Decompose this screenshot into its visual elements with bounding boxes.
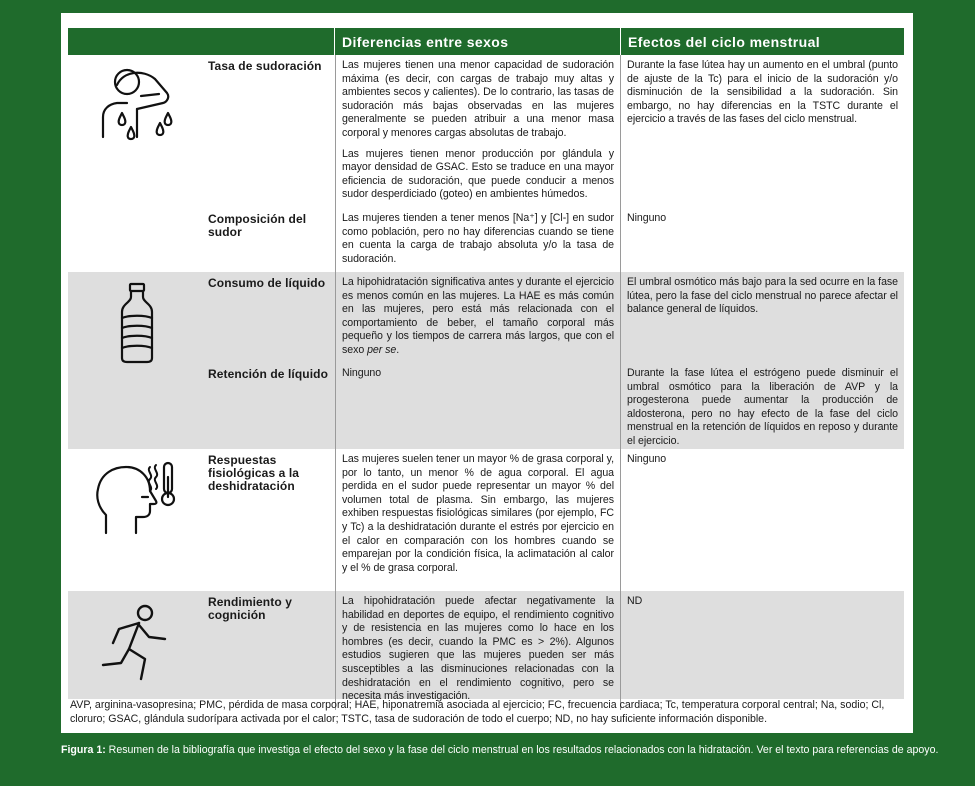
header-blank-cell — [68, 28, 335, 55]
water-bottle-icon — [117, 282, 157, 364]
row-label: Rendimiento y cognición — [208, 595, 292, 622]
cell-cycle: Ninguno — [627, 211, 667, 224]
emphasis-text: per se — [367, 343, 397, 356]
icon-cell — [68, 55, 205, 272]
cell-cycle: ND — [627, 595, 643, 607]
group-sweat — [68, 55, 904, 272]
cell-sex: Ninguno — [335, 363, 621, 455]
cell-sex: Las mujeres suelen tener un mayor % de grasa corporal y, por lo tanto, un menor % de agua corporal. El agua perdida en el sudor puede representar un mayor % del volumen total de plasma. Sin embargo, las mujeres exhiben respuestas fisiológicas similares (por ejemplo, FC y Tc) a la deshidratación durante el estrés por ejercicio en el calor en comparación con los hombres cuando se emparejan por la condición física, la aclimatación al calor y el % de grasa corporal. — [335, 449, 621, 591]
row-label: Composición del sudor — [208, 211, 307, 239]
row-dehydration — [205, 449, 904, 591]
header-sex-differences: Diferencias entre sexos — [335, 28, 621, 55]
row-fluid-intake — [205, 272, 904, 363]
row-label: Respuestas fisiológicas a la deshidratación — [208, 453, 300, 493]
cell-cycle: Durante la fase lútea hay un aumento en el umbral (punto de ajuste de la Tc) para el inicio de la sudoración y/o disminución de la sensibilidad a la sudoración. Sin embargo, no hay diferencias en la TSTC durante el ejercicio a través de las fases del ciclo menstrual. — [627, 59, 898, 126]
sweating-person-icon — [97, 65, 177, 143]
row-sweat-rate — [205, 55, 904, 208]
row-sweat-composition — [205, 208, 904, 272]
group-dehydration — [68, 449, 904, 591]
icon-cell — [68, 449, 205, 591]
figure-panel — [61, 13, 913, 733]
figure-caption — [61, 743, 961, 757]
row-performance — [205, 591, 904, 710]
icon-cell — [68, 591, 205, 699]
text-fragment: . — [396, 343, 400, 356]
row-label: Retención de líquido — [208, 367, 329, 381]
cell-sex — [335, 272, 621, 363]
text-fragment: La hipohidratación significativa antes y durante el ejercicio es menos común en las mujeres. La HAE es más común en las mujeres, pero está más relacionada con el comportamiento de beber, el tamaño corporal más pequeño y los tiempos de carrera más largos, que con el sexo — [342, 276, 614, 356]
cell-sex: La hipohidratación puede afectar negativamente la habilidad en deportes de equipo, el rendimiento cognitivo y de resistencia en las mujeres como lo hace en los hombres (es decir, cuando la PMC es > 2%). Algunos estudios sugieren que las mujeres pueden ser más susceptibles a las disminuciones relacionadas con la deshidratación en el rendimiento cognitivo, pero se necesita más investigación. — [335, 591, 621, 710]
caption-text: Resumen de la bibliografía que investiga el efecto del sexo y la fase del ciclo menstrual en los resultados relacionados con la hidratación. Ver el texto para referencias de apoyo. — [105, 744, 939, 756]
caption-prefix: Figura 1: — [61, 744, 106, 756]
table-header — [68, 28, 904, 55]
group-performance — [68, 591, 904, 703]
cell-cycle: El umbral osmótico más bajo para la sed ocurre en la fase lútea, pero la fase del ciclo menstrual no parece afectar el balance general de líquidos. — [627, 276, 898, 316]
row-label: Consumo de líquido — [208, 276, 326, 290]
cell-cycle: Durante la fase lútea el estrógeno puede disminuir el umbral osmótico para la liberación de AVP y la progesterona puede aumentar la producción de aldosterona, pero no hay efecto de la fase del ciclo menstrual en la retención de líquidos en reposo y durante el ejercicio. — [627, 367, 898, 447]
row-fluid-retention — [205, 363, 904, 455]
header-menstrual-cycle: Efectos del ciclo menstrual — [628, 34, 821, 50]
paragraph: Las mujeres tienen una menor capacidad de sudoración máxima (es decir, con cargas de trabajo muy altas y ambientes secos y calientes). De lo contrario, las tasas de sudoración más bajas observadas en las mujeres generalmente se pueden atribuir a una menor masa corporal y menores cargas absolutas de trabajo. — [342, 59, 614, 139]
cell-sex: Las mujeres tienden a tener menos [Na⁺] y [Cl-] en sudor como población, pero no hay diferencias cuando se tiene en cuenta la carga de trabajo absoluta y/o la tasa de sudoración. — [335, 208, 621, 272]
head-thermometer-icon — [92, 457, 182, 537]
summary-table — [68, 28, 904, 703]
row-label: Tasa de sudoración — [208, 59, 322, 73]
abbreviations-note: AVP, arginina-vasopresina; PMC, pérdida de masa corporal; HAE, hiponatremia asociada al ejercicio; FC, frecuencia cardiaca; Tc, temperatura corporal central; Na, sodio; Cl, cloruro; GSAC, glándula sudorípara activada por el calor; TSTC, tasa de sudoración de todo el cuerpo; ND, no hay suficiente información disponible. — [70, 699, 885, 725]
paragraph: Las mujeres tienen menor producción por glándula y mayor densidad de GSAC. Esto se traduce en una mayor eficiencia de sudoración, que puede conducir a menos sudor desperdiciado (goteo) en ambientes húmedos. — [342, 147, 614, 201]
group-fluid — [68, 272, 904, 449]
icon-cell — [68, 272, 205, 449]
cell-cycle: Ninguno — [627, 453, 667, 465]
cell-sex — [335, 55, 621, 208]
running-person-icon — [99, 603, 175, 683]
